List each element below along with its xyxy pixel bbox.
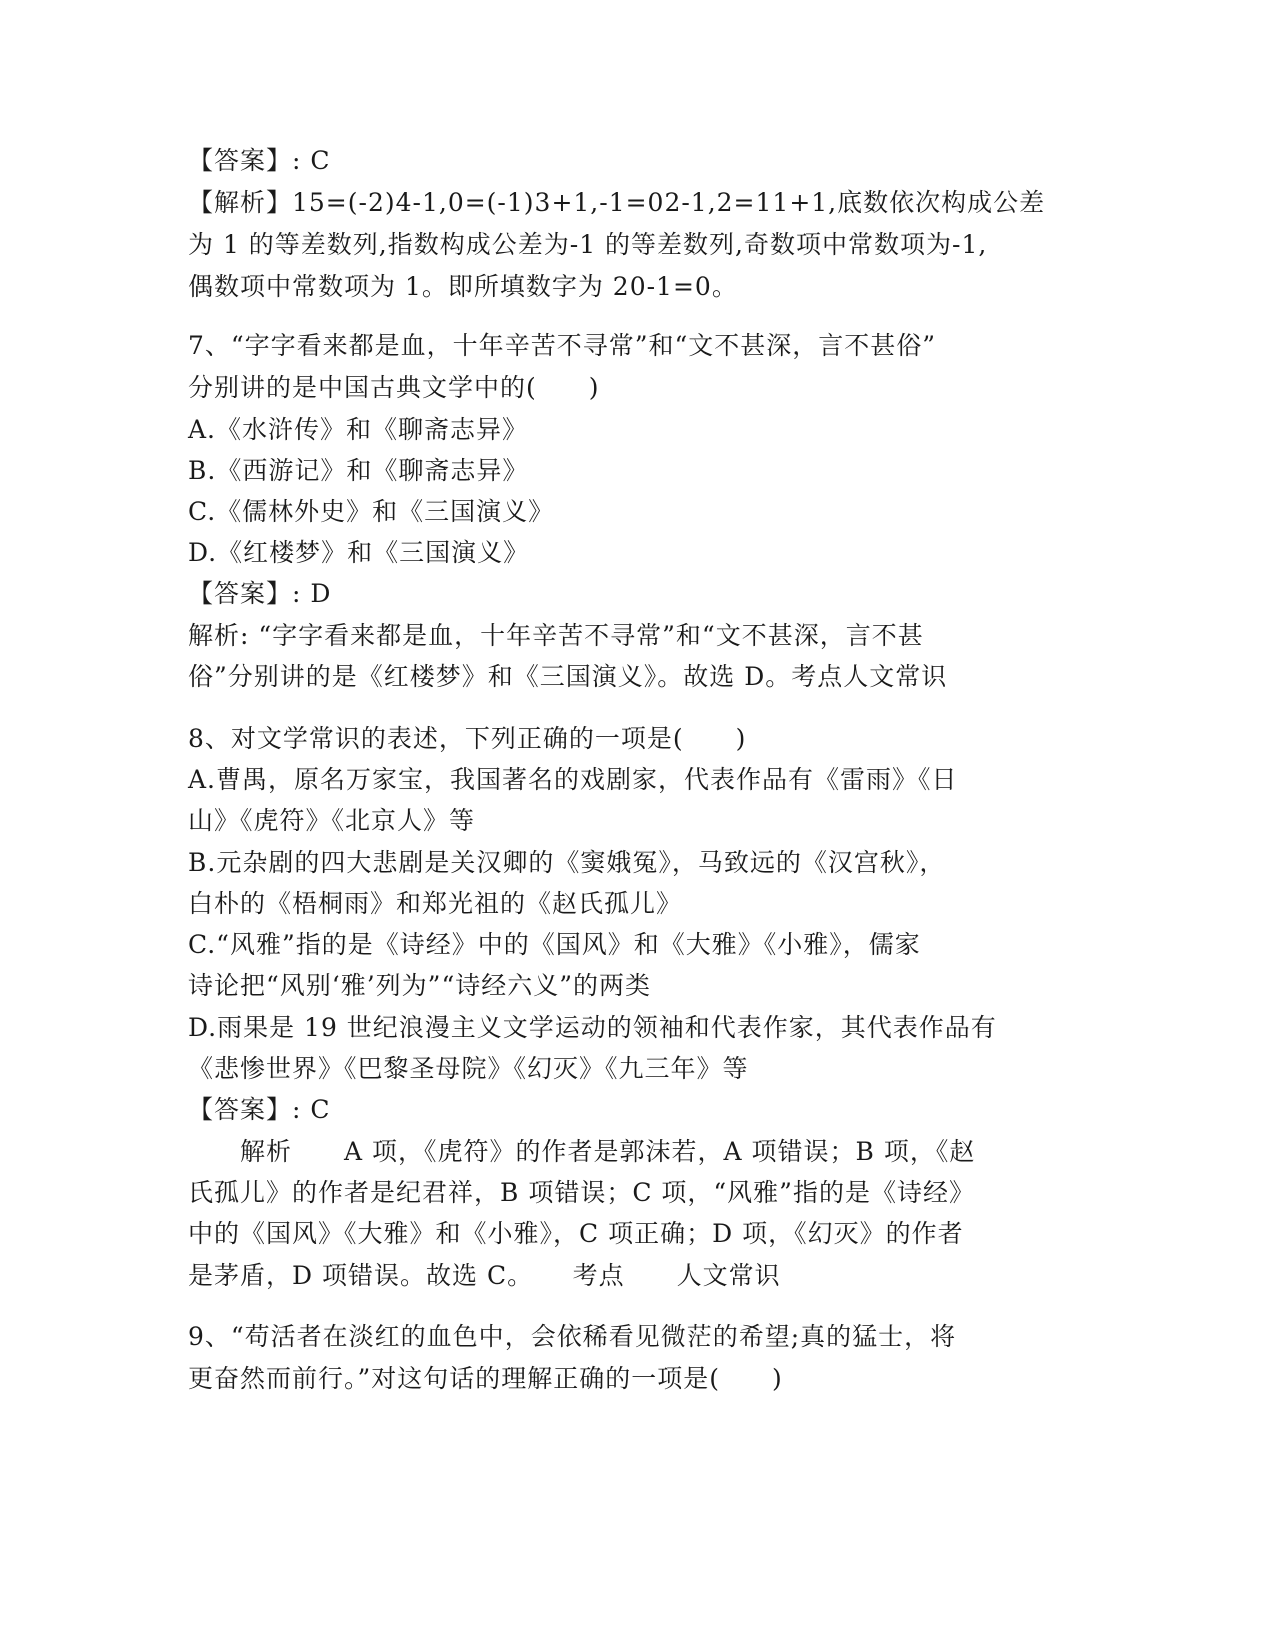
q8-analysis-line: 解析 A 项，《虎符》的作者是郭沫若，A 项错误；B 项，《赵 — [188, 1137, 976, 1166]
question-9-line: 9、“苟活者在淡红的血色中，会依稀看见微茫的希望;真的猛士，将 — [188, 1322, 957, 1351]
q8-analysis-line: 中的《国风》《大雅》和《小雅》，C 项正确；D 项，《幻灭》的作者 — [188, 1219, 964, 1248]
answer-line: 【答案】: C — [188, 146, 331, 175]
q7-answer: 【答案】: D — [188, 579, 332, 608]
q8-option-line: D.雨果是 19 世纪浪漫主义文学运动的领袖和代表作家，其代表作品有 — [188, 1013, 997, 1042]
q8-option-line: 诗论把“风别‘雅’列为”“诗经六义”的两类 — [188, 971, 652, 1000]
question-9-line: 更奋然而前行。”对这句话的理解正确的一项是( ) — [188, 1364, 783, 1393]
q7-option-a: A.《水浒传》和《聊斋志异》 — [188, 415, 529, 444]
q8-analysis-line: 是茅盾，D 项错误。故选 C。 考点 人文常识 — [188, 1261, 781, 1290]
analysis-line: 为 1 的等差数列,指数构成公差为-1 的等差数列,奇数项中常数项为-1, — [188, 230, 988, 259]
q8-option-line: B.元杂剧的四大悲剧是关汉卿的《窦娥冤》，马致远的《汉宫秋》， — [188, 848, 946, 877]
question-7-line: 7、“字字看来都是血，十年辛苦不寻常”和“文不甚深，言不甚俗” — [188, 331, 937, 360]
q8-option-line: A.曹禺，原名万家宝，我国著名的戏剧家，代表作品有《雷雨》《日 — [188, 765, 958, 794]
q8-answer: 【答案】: C — [188, 1095, 331, 1124]
analysis-line: 【解析】15=(-2)4-1,0=(-1)3+1,-1=02-1,2=11+1,底数依次构成公差 — [188, 188, 1046, 217]
q7-analysis-line: 解析: “字字看来都是血，十年辛苦不寻常”和“文不甚深，言不甚 — [188, 621, 924, 650]
q8-analysis-line: 氏孤儿》的作者是纪君祥，B 项错误；C 项，“风雅”指的是《诗经》 — [188, 1178, 975, 1207]
question-7-line: 分别讲的是中国古典文学中的( ) — [188, 373, 600, 402]
q8-option-line: 山》《虎符》《北京人》等 — [188, 806, 476, 835]
q7-option-c: C.《儒林外史》和《三国演义》 — [188, 497, 555, 526]
q8-option-line: C.“风雅”指的是《诗经》中的《国风》和《大雅》《小雅》，儒家 — [188, 930, 921, 959]
q8-option-line: 《悲惨世界》《巴黎圣母院》《幻灭》《九三年》等 — [188, 1054, 749, 1083]
q7-option-b: B.《西游记》和《聊斋志异》 — [188, 456, 529, 485]
question-8-line: 8、对文学常识的表述，下列正确的一项是( ) — [188, 724, 747, 753]
q7-analysis-line: 俗”分别讲的是《红楼梦》和《三国演义》。故选 D。考点人文常识 — [188, 662, 948, 691]
q8-option-line: 白朴的《梧桐雨》和郑光祖的《赵氏孤儿》 — [188, 889, 683, 918]
analysis-line: 偶数项中常数项为 1。即所填数字为 20-1=0。 — [188, 272, 738, 301]
q7-option-d: D.《红楼梦》和《三国演义》 — [188, 538, 530, 567]
